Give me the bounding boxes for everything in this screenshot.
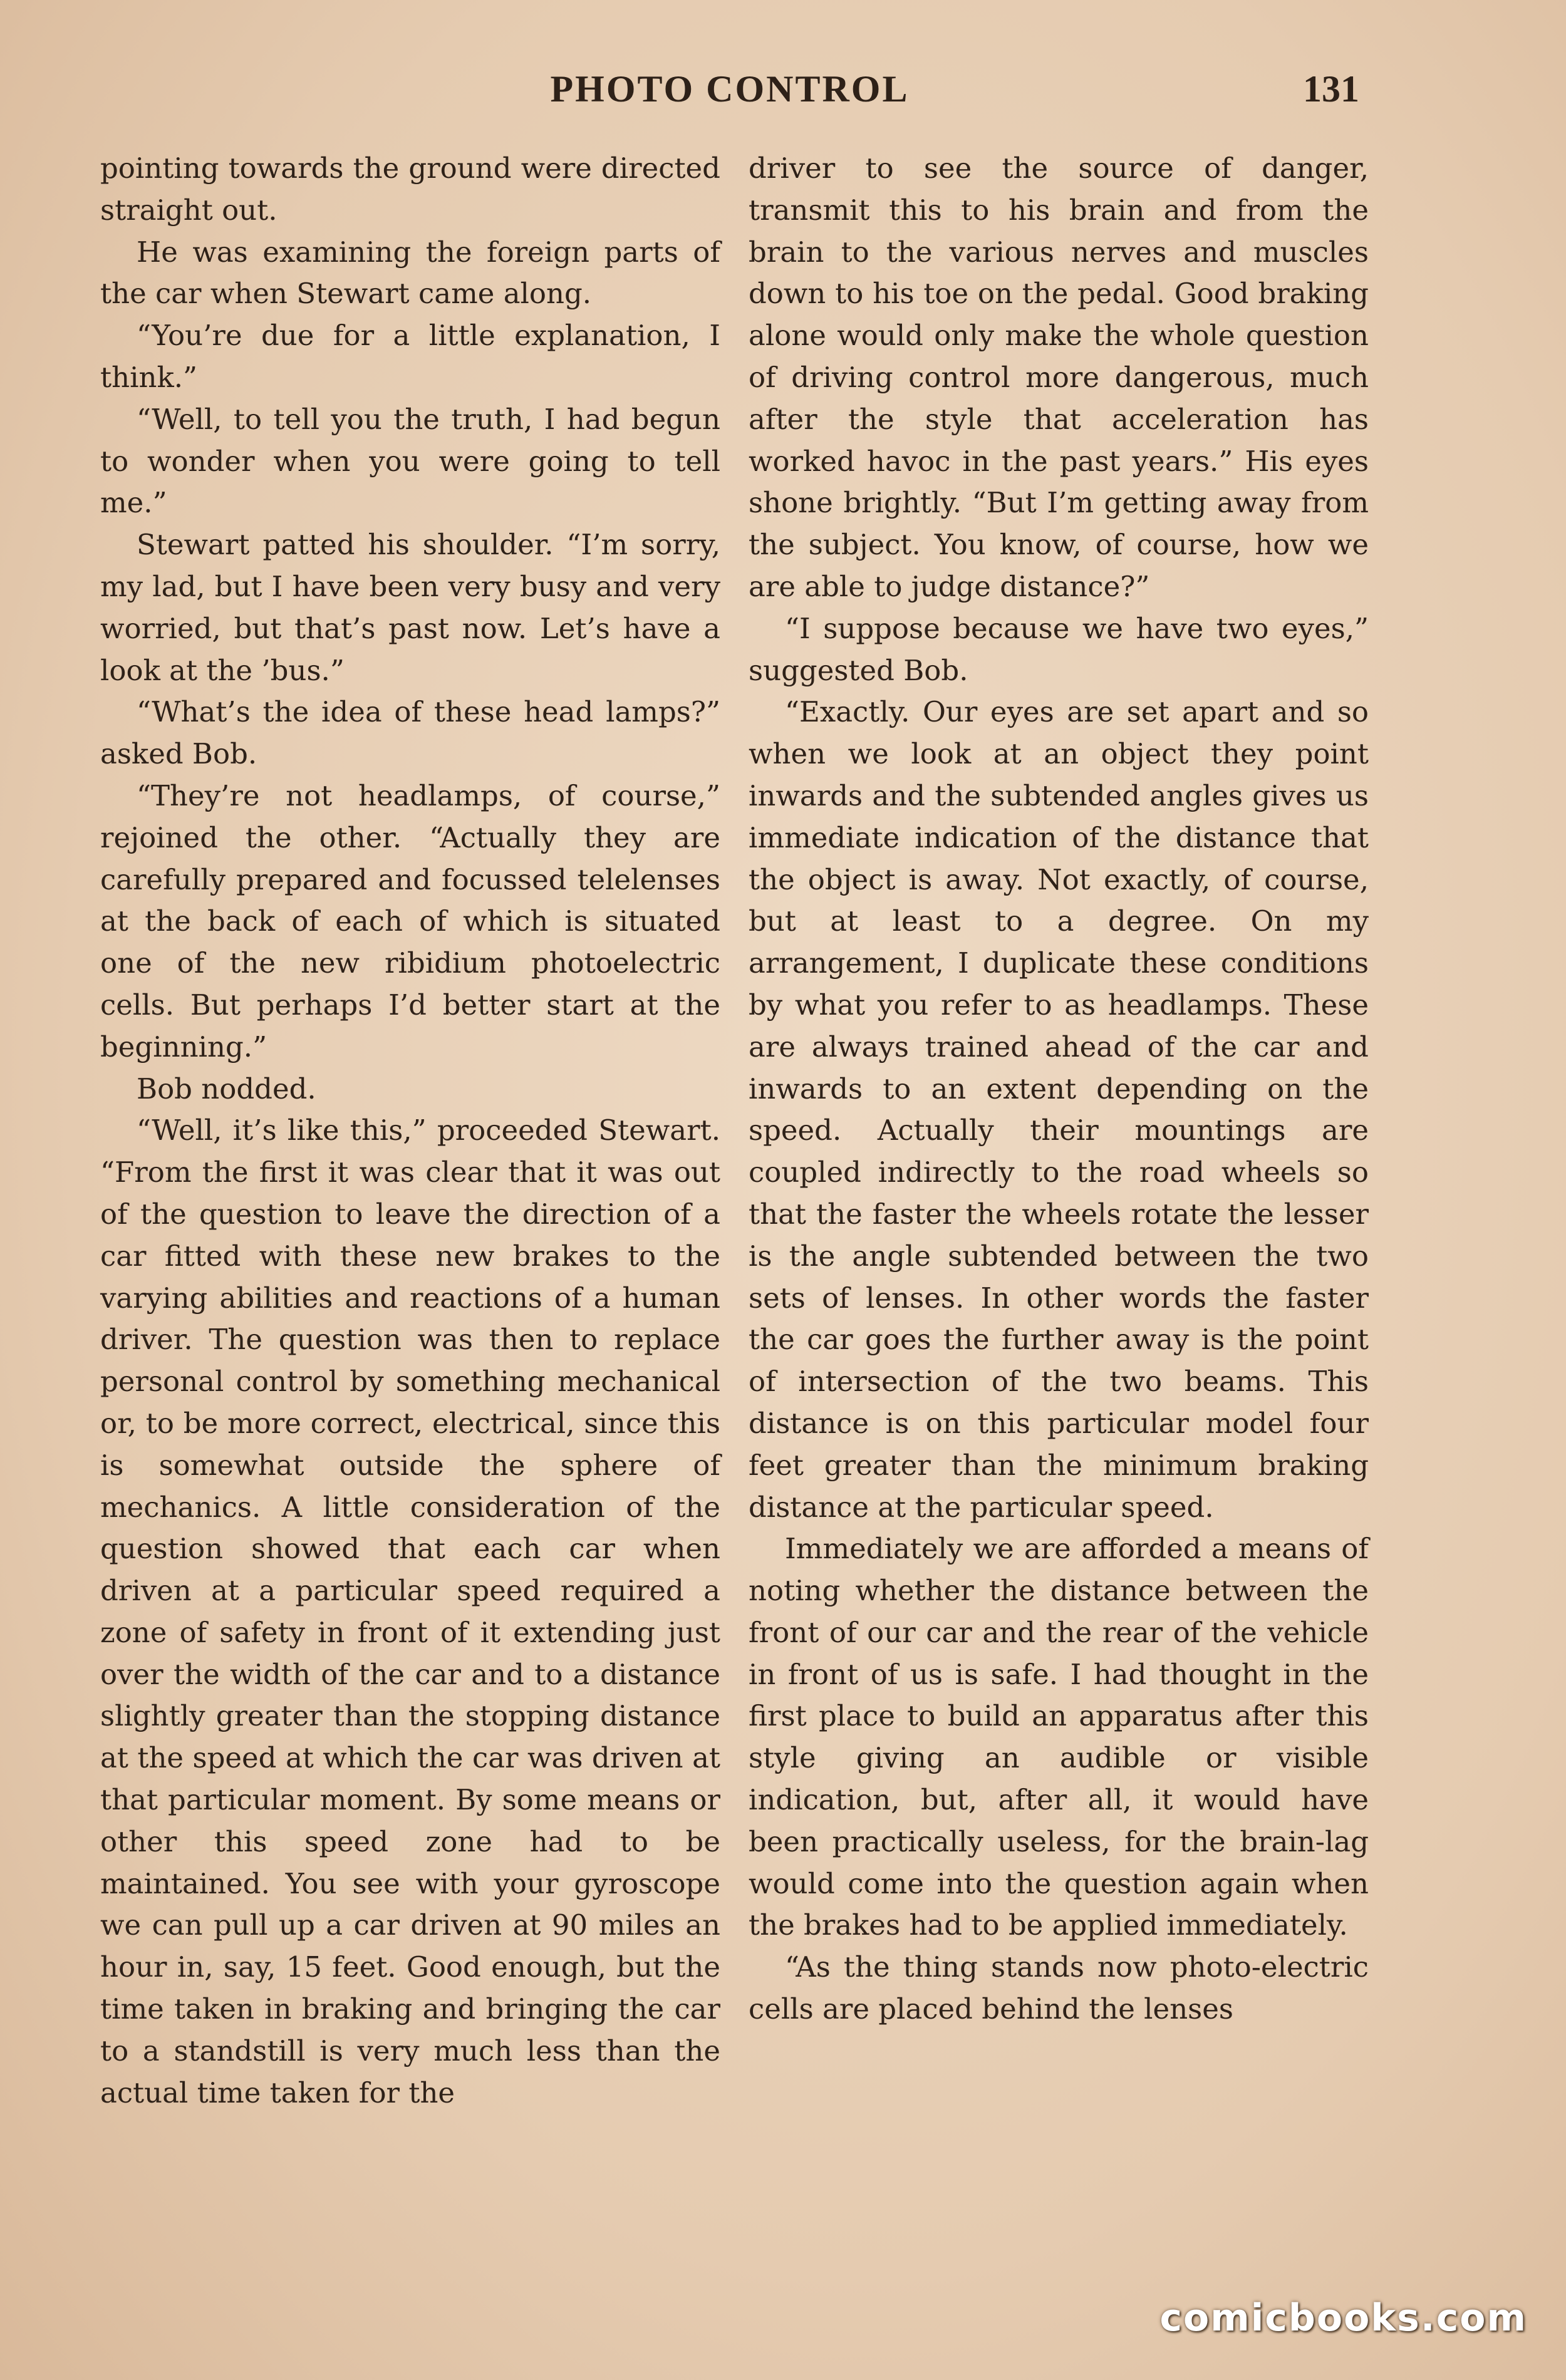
watermark: comicbooks.com [1159, 2296, 1527, 2340]
paragraph: Immediately we are afforded a means of noting whether the distance between the front of our car and the rear of the vehicle in front of us is safe. I had thought in the first place to build an apparatus after this style giving an audible or visible indication, but, after all, it would have been practically useless, for the brain-lag would come into the question again when the brakes had to be applied immediately. [749, 1532, 1369, 1942]
page-number: 131 [1303, 68, 1359, 110]
paragraph: “Well, to tell you the truth, I had begun to wonder when you were going to tell me.” [100, 402, 720, 520]
paragraph: “You’re due for a little explanation, I think.” [100, 319, 720, 394]
paragraph: “Well, it’s like this,” proceeded Stewart. “From the first it was clear that it was out of the question to leave the direction of a car fitted with these new brakes to the varying abilities and reactions of a human driver. The question was then to replace personal control by something mechanical or, to be more correct, electrical, since this is somewhat outside the sphere of mechanics. A little consideration of the question showed that each car when driven at a particular speed required a zone of safety in front of it extending just over the width of the car and to a distance slightly greater than the stopping distance at the speed at which the car was driven at that particular moment. By some means or other this speed zone had to be maintained. You see with your gyroscope we can pull up a car driven at 90 miles an hour in, say, 15 feet. Good enough, but the time taken in braking and bringing the car to a standstill is very much less than the actual time taken for the [100, 1114, 720, 2109]
paragraph: He was examining the foreign parts of the car when Stewart came along. [100, 235, 720, 311]
paragraph: Stewart patted his shoulder. “I’m sorry, my lad, but I have been very busy and very worried, but that’s past now. Let’s have a look at the ’bus.” [100, 528, 720, 687]
running-title: PHOTO CONTROL [550, 68, 910, 110]
paragraph: “What’s the idea of these head lamps?” asked Bob. [100, 695, 720, 771]
paragraph: “They’re not headlamps, of course,” rejoined the other. “Actually they are carefully prepared and focussed telelenses at the back of each of which is situated one of the new ribidium photoelectric cells. But perhaps I’d better start at the beginning.” [100, 779, 720, 1063]
right-column [749, 148, 1369, 2031]
paragraph: driver to see the source of danger, transmit this to his brain and from the brain to the various nerves and muscles down to his toe on the pedal. Good braking alone would only make the whole question of driving control more dangerous, much after the style that acceleration has worked havoc in the past years.” His eyes shone brightly. “But I’m getting away from the subject. You know, of course, how we are able to judge distance?” [749, 152, 1369, 603]
paragraph: “As the thing stands now photo-electric cells are placed behind the lenses [749, 1950, 1369, 2026]
paragraph: “I suppose because we have two eyes,” suggested Bob. [749, 611, 1369, 687]
page-header [100, 63, 1359, 119]
paragraph: “Exactly. Our eyes are set apart and so when we look at an object they point inwards and the subtended angles gives us immediate indication of the distance that the object is away. Not exactly, of course, but at least to a degree. On my arrangement, I duplicate these conditions by what you refer to as headlamps. These are always trained ahead of the car and inwards to an extent depending on the speed. Actually their mountings are coupled indirectly to the road wheels so that the faster the wheels rotate the lesser is the angle subtended between the two sets of lenses. In other words the faster the car goes the further away is the point of intersection of the two beams. This distance is on this particular model four feet greater than the minimum braking distance at the particular speed. [749, 695, 1369, 1524]
left-column [100, 148, 720, 2114]
paragraph: Bob nodded. [137, 1072, 316, 1105]
paragraph: pointing towards the ground were directed straight out. [100, 152, 720, 227]
